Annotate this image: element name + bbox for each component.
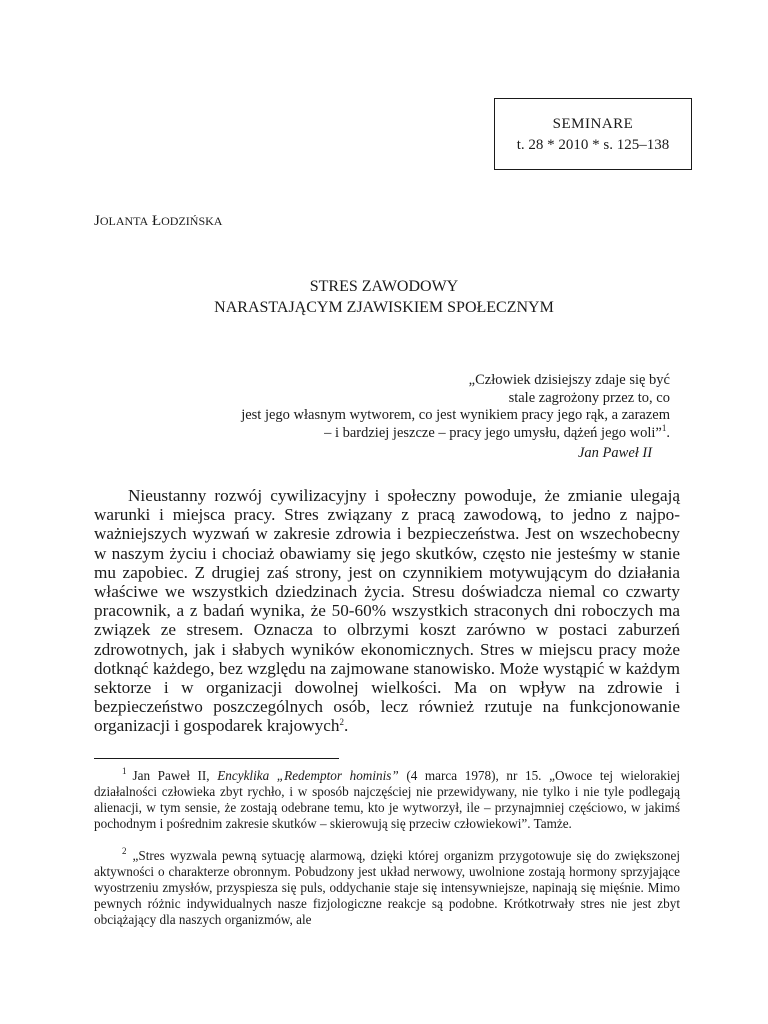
epigraph-line-4 <box>324 425 670 442</box>
epigraph-footnote-ref[interactable]: 1 <box>661 423 667 433</box>
author-last-rest: ODZIŃSKA <box>161 214 223 228</box>
author-first-rest: OLANTA <box>99 214 149 228</box>
footnote-1 <box>94 768 680 832</box>
epigraph-trailing: . <box>666 425 670 441</box>
journal-name: SEMINARE <box>552 116 634 132</box>
author-last-initial: Ł <box>151 213 162 229</box>
body-trailing: . <box>343 716 349 736</box>
footnote-1-number: 1 <box>122 766 127 776</box>
body-footnote-ref[interactable]: 2 <box>339 717 344 728</box>
article-title-line-2: NARASTAJĄCYM ZJAWISKIEM SPOŁECZNYM <box>214 299 554 316</box>
epigraph-line-4-text: – i bardziej jeszcze – pracy jego umysłu, dążeń jego woli” <box>324 425 662 441</box>
epigraph-line-1: „Człowiek dzisiejszy zdaje się być <box>468 372 670 388</box>
footnote-separator <box>94 758 339 759</box>
footnote-2-text: „Stres wyzwala pewną sytuację alarmową, dzięki której organizm przygotowuje się do zwiększonej aktywności o charakterze obronnym. Pobudzony jest układ nerwowy, uwolnione zostają hormony sprzyjające wyostrzeniu zmysłów, przyspiesza się puls, oddychanie staje się intensywniejsze, napinają się mięśnie. Mimo pewnych różnic indywidualnych nasze fizjologiczne reakcje są podobne. Krótkotrwały stres nie jest zbyt obciążający dla naszych organizmów, ale <box>94 848 680 927</box>
footnote-1-text: (4 marca 1978), nr 15. „Owoce tej wielorakiej działalności człowieka zbyt rychło, i w sposób najczęściej nie przewidywany, nie tylko i nie tyle podlegają alienacji, w tym sensie, że zostają odebrane temu, kto je wytworzył, ile – przynajmniej częściowo, w jakimś pochodnym i pośrednim zakresie skutków – skierowują się przeciw człowiekowi”. Tamże. <box>94 768 681 831</box>
article-title-line-1: STRES ZAWODOWY <box>309 278 459 295</box>
main-paragraph <box>94 486 680 736</box>
author-name <box>94 213 222 230</box>
footnote-1-title: Encyklika „Redemptor hominis” <box>217 768 399 783</box>
footnote-1-lead: Jan Paweł II, <box>132 768 218 783</box>
epigraph-line-3: jest jego własnym wytworem, co jest wynikiem pracy jego rąk, a zarazem <box>241 407 670 423</box>
journal-info-box <box>494 98 692 170</box>
author-first-initial: J <box>94 213 100 229</box>
journal-issue: t. 28 * 2010 * s. 125–138 <box>516 137 670 153</box>
main-paragraph-text: Nieustanny rozwój cywilizacyjny i społeczny powoduje, że zmianie ulegają warunki i miejsca pracy. Stres związany z pracą zawodową, to jedno z najpoważniejszych wyzwań w zakresie zdrowia i bezpieczeństwa. Jest on wszechobecny w naszym życiu i chociaż obawiamy się jego skutków, często nie jesteśmy w stanie mu zapobiec. Z drugiej zaś strony, jest on czynnikiem motywującym do działania właściwe we wszystkich dziedzinach życia. Stresu doświadcza niemal co czwarty pracownik, a z badań wynika, że 50-60% wszystkich straconych dni roboczych ma związek ze stresem. Oznacza to olbrzymi koszt zarówno w postaci zaburzeń zdrowotnych, jak i słabych wyników ekonomicznych. Stres w miejscu pracy może dotknąć każdego, bez względu na zajmowane stanowisko. Może wystąpić w każdym sektorze i w organizacji dowolnej wielkości. Ma on wpływ na zdrowie i bezpieczeństwo poszczególnych osób, lecz również rzutuje na funkcjonowanie organizacji i gospodarek krajowych <box>94 486 680 736</box>
epigraph-author: Jan Paweł II <box>578 445 653 461</box>
footnote-2 <box>94 848 680 928</box>
epigraph-line-2: stale zagrożony przez to, co <box>508 390 670 406</box>
footnote-2-number: 2 <box>122 846 127 856</box>
